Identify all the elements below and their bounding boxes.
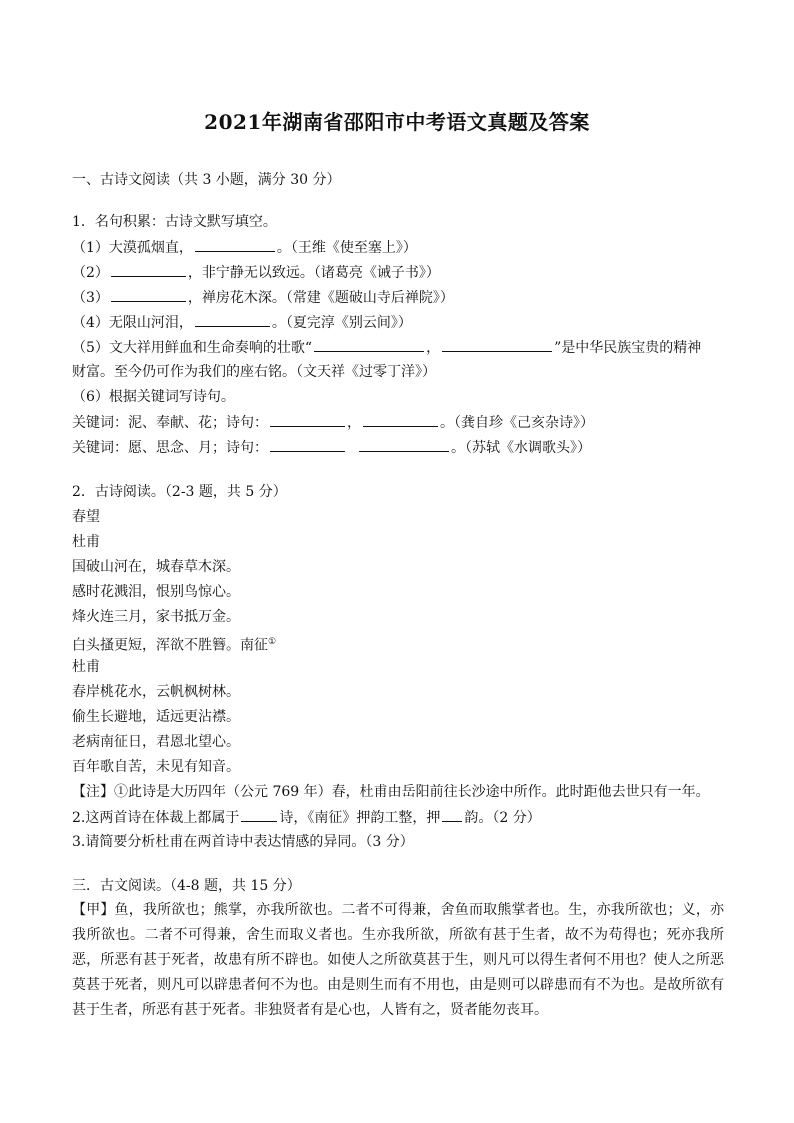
answer-blank[interactable]	[111, 262, 186, 277]
poem-line: 春岸桃花水，云帆枫树林。	[72, 684, 240, 700]
question-text: 。（苏轼《水调歌头》）	[451, 440, 591, 456]
poem-1-author: 杜甫	[72, 534, 100, 550]
question-3: 3.请简要分析杜甫在两首诗中表达情感的异同。（3 分）	[72, 834, 414, 850]
keyword-line-1	[72, 412, 724, 433]
question-text: 。（龚自珍《己亥杂诗》）	[440, 415, 594, 431]
poem-line: 老病南征日，君恩北望心。	[72, 734, 240, 750]
question-text: （4）无限山河泪，	[72, 315, 193, 331]
section-heading-poem-reading: 2．古诗阅读。（2-3 题，共 5 分）	[72, 484, 287, 500]
question-1-1	[72, 237, 724, 258]
answer-blank[interactable]	[195, 237, 275, 252]
poem-1-title: 春望	[72, 509, 100, 525]
answer-blank[interactable]	[270, 412, 345, 427]
classical-passage-jia: 【甲】鱼，我所欲也；熊掌，亦我所欲也。二者不可得兼，舍鱼而取熊掌者也。生，亦我所欲也；义，亦我所欲也。二者不可得兼，舍生而取义者也。生亦我所欲，所欲有甚于生者，故不为苟得也；死亦我所恶，所恶有甚于死者，故患有所不辟也。如使人之所欲莫甚于生，则凡可以得生者何不用也？使人之所恶莫甚于死者，则凡可以辟患者何不为也。由是则生而有不用也，由是则可以辟患而有不为也。是故所欲有甚于生者，所恶有甚于死者。非独贤者有是心也，人皆有之，贤者能勿丧耳。	[72, 902, 724, 1018]
question-1-5	[72, 337, 724, 358]
poem-line: 感时花溅泪，恨别鸟惊心。	[72, 584, 240, 600]
question-text: 。（王维《使至塞上》）	[276, 240, 417, 256]
poem-line: 烽火连三月，家书抵万金。	[72, 609, 240, 625]
answer-blank[interactable]	[111, 287, 186, 302]
section-heading-classical-prose: 三．古文阅读。（4-8 题，共 15 分）	[72, 878, 301, 894]
question-1-intro: 1．名句积累：古诗文默写填空。	[72, 214, 277, 230]
question-text: （3）	[72, 290, 109, 306]
answer-blank[interactable]	[195, 312, 270, 327]
question-text: ，	[426, 340, 441, 356]
question-text: ，非宁静无以致远。（诸葛亮《诫子书》）	[187, 265, 440, 281]
answer-blank[interactable]	[363, 412, 438, 427]
answer-blank[interactable]	[270, 437, 345, 452]
question-text: 关键词：泥、奉献、花；诗句：	[72, 415, 268, 431]
question-text: ，	[347, 415, 361, 431]
poem-2-author: 杜甫	[72, 659, 100, 675]
question-text: 韵。（2 分）	[464, 810, 541, 826]
question-1-4	[72, 312, 724, 333]
answer-blank[interactable]	[314, 337, 424, 352]
question-text: 关键词：愿、思念、月；诗句：	[72, 440, 268, 456]
poem-line: 国破山河在，城春草木深。	[72, 559, 240, 575]
answer-blank[interactable]	[442, 337, 552, 352]
poem-line	[72, 632, 724, 656]
question-text: （5）文大祥用鲜血和生命奏响的壮歌“	[72, 340, 313, 356]
question-text: ，禅房花木深。（常建《题破山寺后禅院》）	[187, 290, 454, 306]
question-1-6: （6）根据关键词写诗句。	[72, 389, 235, 405]
question-text: 。（夏完淳《别云间》）	[271, 315, 412, 331]
question-1-5-continued: 财富。至今仍可作为我们的座右铭。（文天祥《过零丁洋》）	[72, 364, 436, 380]
question-text: 2.这两首诗在体裁上都属于	[72, 810, 240, 826]
answer-blank[interactable]	[359, 437, 449, 452]
page-title: 2021年湖南省邵阳市中考语文真题及答案	[204, 110, 590, 134]
question-text: ”是中华民族宝贵的精神	[554, 340, 702, 356]
question-1-2	[72, 262, 724, 283]
question-text: 诗，《南征》押韵工整，押	[279, 810, 441, 826]
answer-blank[interactable]	[241, 807, 277, 822]
footnote-marker: ①	[268, 637, 277, 647]
question-2	[72, 807, 724, 828]
question-1-3	[72, 287, 724, 308]
answer-blank[interactable]	[442, 807, 462, 822]
question-text: （1）大漠孤烟直，	[72, 240, 193, 256]
poem-line: 偷生长避地，适远更沾襟。	[72, 709, 240, 725]
poem-note: 【注】①此诗是大历四年（公元 769 年）春，杜甫由岳阳前往长沙途中所作。此时距他去世只有一年。	[72, 784, 710, 800]
poem-line: 百年歌自苦，未见有知音。	[72, 759, 240, 775]
poem-line-text: 白头搔更短，浑欲不胜簪。南征	[72, 637, 268, 654]
keyword-line-2	[72, 437, 724, 458]
section-heading-poetry: 一、古诗文阅读（共 3 小题，满分 30 分）	[72, 172, 341, 188]
question-text: （2）	[72, 265, 109, 281]
